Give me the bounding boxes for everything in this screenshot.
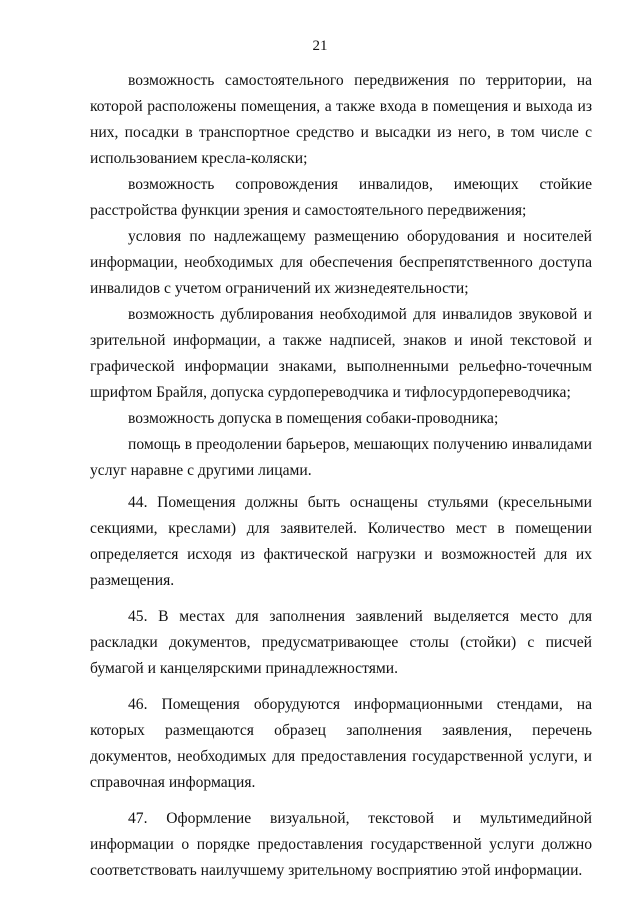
paragraph-equipment-placement: условия по надлежащему размещению оборудования и носителей информации, необходимых для обеспечения беспрепятственного доступа инвалидов с учетом ограничений их жизнедеятельности; (90, 228, 592, 297)
paragraph-barrier-help: помощь в преодолении барьеров, мешающих получению инвалидами услуг наравне с другими лицами. (90, 436, 592, 479)
paragraph-guide-dog: возможность допуска в помещения собаки-проводника; (128, 410, 499, 427)
document-body (90, 68, 592, 884)
paragraph-escort: возможность сопровождения инвалидов, имеющих стойкие расстройства функции зрения и самостоятельного передвижения; (90, 176, 592, 219)
page-number: 21 (312, 38, 328, 54)
paragraph-item-46: 46. Помещения оборудуются информационными стендами, на которых размещаются образец заполнения заявления, перечень документов, необходимых для предоставления государственной услуги, и справочная информация. (90, 696, 592, 791)
paragraph-info-duplication: возможность дублирования необходимой для инвалидов звуковой и зрительной информации, а также надписей, знаков и иной текстовой и графической информации знаками, выполненными рельефно-точечным шрифтом Брайля, допуска сурдопереводчика и тифлосурдопереводчика; (90, 306, 592, 401)
paragraph-item-45: 45. В местах для заполнения заявлений выделяется место для раскладки документов, предусматривающее столы (стойки) с писчей бумагой и канцелярскими принадлежностями. (90, 608, 592, 677)
paragraph-item-44: 44. Помещения должны быть оснащены стульями (кресельными секциями, креслами) для заявителей. Количество мест в помещении определяется исходя из фактической нагрузки и возможностей для их размещения. (90, 494, 592, 589)
paragraph-movement-access: возможность самостоятельного передвижения по территории, на которой расположены помещения, а также входа в помещения и выхода из них, посадки в транспортное средство и высадки из него, в том числе с использованием кресла-коляски; (90, 72, 592, 167)
paragraph-item-47: 47. Оформление визуальной, текстовой и мультимедийной информации о порядке предоставления государственной услуги должно соответствовать наилучшему зрительному восприятию этой информации. (90, 810, 592, 879)
